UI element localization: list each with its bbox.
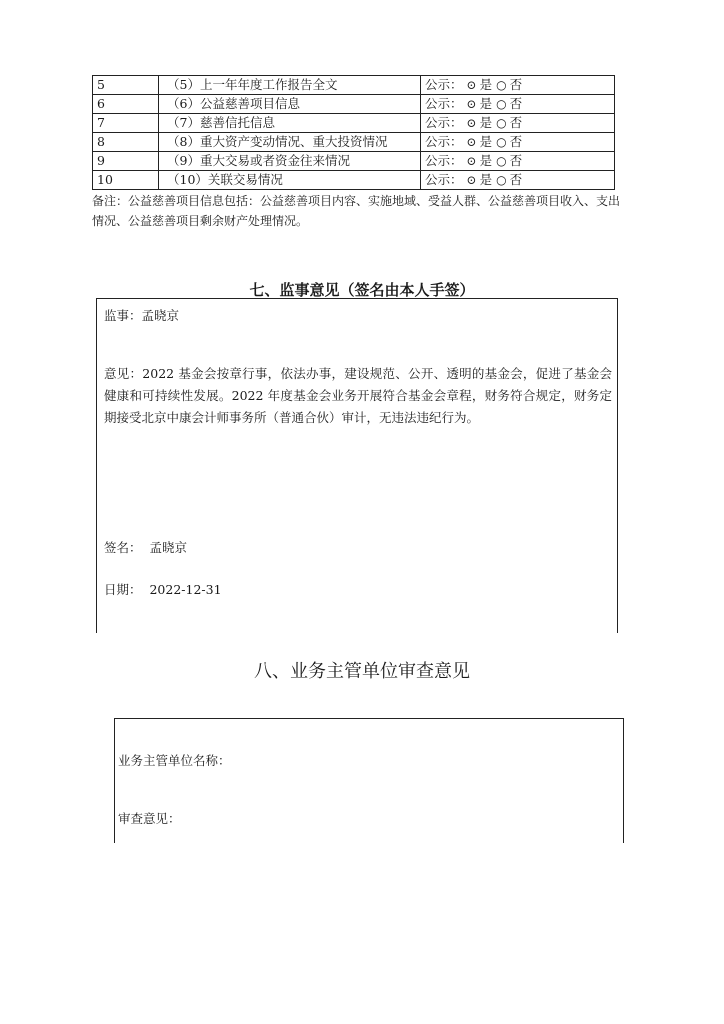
row-disclosure bbox=[421, 133, 615, 152]
signature-row bbox=[104, 537, 187, 559]
radio-selected-icon[interactable]: ⊙ bbox=[466, 78, 477, 92]
disclosure-label: 公示： bbox=[425, 115, 463, 130]
radio-selected-icon[interactable]: ⊙ bbox=[466, 173, 477, 187]
table-row bbox=[93, 114, 615, 133]
row-item: （10）关联交易情况 bbox=[159, 171, 421, 190]
signature: 孟晓京 bbox=[149, 540, 187, 555]
table-row bbox=[93, 95, 615, 114]
radio-selected-icon[interactable]: ⊙ bbox=[466, 97, 477, 111]
date-value: 2022-12-31 bbox=[149, 582, 222, 597]
no-label: 否 bbox=[509, 134, 523, 149]
disclosure-label: 公示： bbox=[425, 172, 463, 187]
row-disclosure bbox=[421, 95, 615, 114]
review-opinion-box bbox=[114, 718, 624, 843]
table-note: 备注：公益慈善项目信息包括：公益慈善项目内容、实施地域、受益人群、公益慈善项目收入、支出情况、公益慈善项目剩余财产处理情况。 bbox=[92, 194, 621, 228]
no-label: 否 bbox=[509, 96, 523, 111]
row-disclosure bbox=[421, 114, 615, 133]
row-number: 6 bbox=[93, 95, 159, 114]
radio-unselected-icon[interactable]: ○ bbox=[496, 135, 507, 149]
table-row bbox=[93, 171, 615, 190]
opinion-text: 2022 基金会按章行事，依法办事，建设规范、公开、透明的基金会，促进了基金会健康和可持续性发展。2022 年度基金会业务开展符合基金会章程，财务符合规定，财务定期接受北京中康会计师事务所（普通合伙）审计，无违法违纪行为。 bbox=[104, 366, 612, 425]
yes-label: 是 bbox=[479, 134, 493, 149]
unit-name-label: 业务主管单位名称： bbox=[118, 753, 231, 768]
supervisor-row bbox=[104, 305, 179, 327]
disclosure-label: 公示： bbox=[425, 96, 463, 111]
supervisor-name: 孟晓京 bbox=[141, 308, 180, 323]
no-label: 否 bbox=[509, 153, 523, 168]
disclosure-label: 公示： bbox=[425, 153, 463, 168]
radio-unselected-icon[interactable]: ○ bbox=[496, 97, 507, 111]
review-opinion-label: 审查意见： bbox=[118, 811, 181, 826]
radio-unselected-icon[interactable]: ○ bbox=[496, 116, 507, 130]
row-number: 7 bbox=[93, 114, 159, 133]
table-row bbox=[93, 133, 615, 152]
supervisor-label: 监事： bbox=[104, 308, 142, 323]
row-disclosure bbox=[421, 152, 615, 171]
yes-label: 是 bbox=[479, 96, 493, 111]
no-label: 否 bbox=[509, 172, 523, 187]
opinion-paragraph bbox=[104, 363, 612, 429]
row-item: （7）慈善信托信息 bbox=[159, 114, 421, 133]
radio-unselected-icon[interactable]: ○ bbox=[496, 173, 507, 187]
radio-unselected-icon[interactable]: ○ bbox=[496, 154, 507, 168]
row-item: （9）重大交易或者资金往来情况 bbox=[159, 152, 421, 171]
radio-selected-icon[interactable]: ⊙ bbox=[466, 154, 477, 168]
yes-label: 是 bbox=[479, 172, 493, 187]
section-8-title: 八、业务主管单位审查意见 bbox=[254, 661, 470, 682]
disclosure-label: 公示： bbox=[425, 134, 463, 149]
row-number: 10 bbox=[93, 171, 159, 190]
radio-selected-icon[interactable]: ⊙ bbox=[466, 116, 477, 130]
disclosure-table bbox=[92, 75, 615, 190]
table-row bbox=[93, 152, 615, 171]
section-7-title: 七、监事意见（签名由本人手签） bbox=[249, 281, 475, 299]
opinion-label: 意见： bbox=[104, 366, 143, 381]
supervisor-opinion-box bbox=[96, 298, 618, 633]
row-disclosure bbox=[421, 171, 615, 190]
row-item: （6）公益慈善项目信息 bbox=[159, 95, 421, 114]
row-number: 9 bbox=[93, 152, 159, 171]
row-item: （8）重大资产变动情况、重大投资情况 bbox=[159, 133, 421, 152]
row-number: 8 bbox=[93, 133, 159, 152]
date-row bbox=[104, 579, 222, 601]
table-row bbox=[93, 76, 615, 95]
radio-unselected-icon[interactable]: ○ bbox=[496, 78, 507, 92]
yes-label: 是 bbox=[479, 153, 493, 168]
no-label: 否 bbox=[509, 77, 523, 92]
row-number: 5 bbox=[93, 76, 159, 95]
row-disclosure bbox=[421, 76, 615, 95]
disclosure-label: 公示： bbox=[425, 77, 463, 92]
row-item: （5）上一年年度工作报告全文 bbox=[159, 76, 421, 95]
yes-label: 是 bbox=[479, 77, 493, 92]
signature-label: 签名： bbox=[104, 540, 142, 555]
radio-selected-icon[interactable]: ⊙ bbox=[466, 135, 477, 149]
date-label: 日期： bbox=[104, 582, 142, 597]
no-label: 否 bbox=[509, 115, 523, 130]
yes-label: 是 bbox=[479, 115, 493, 130]
